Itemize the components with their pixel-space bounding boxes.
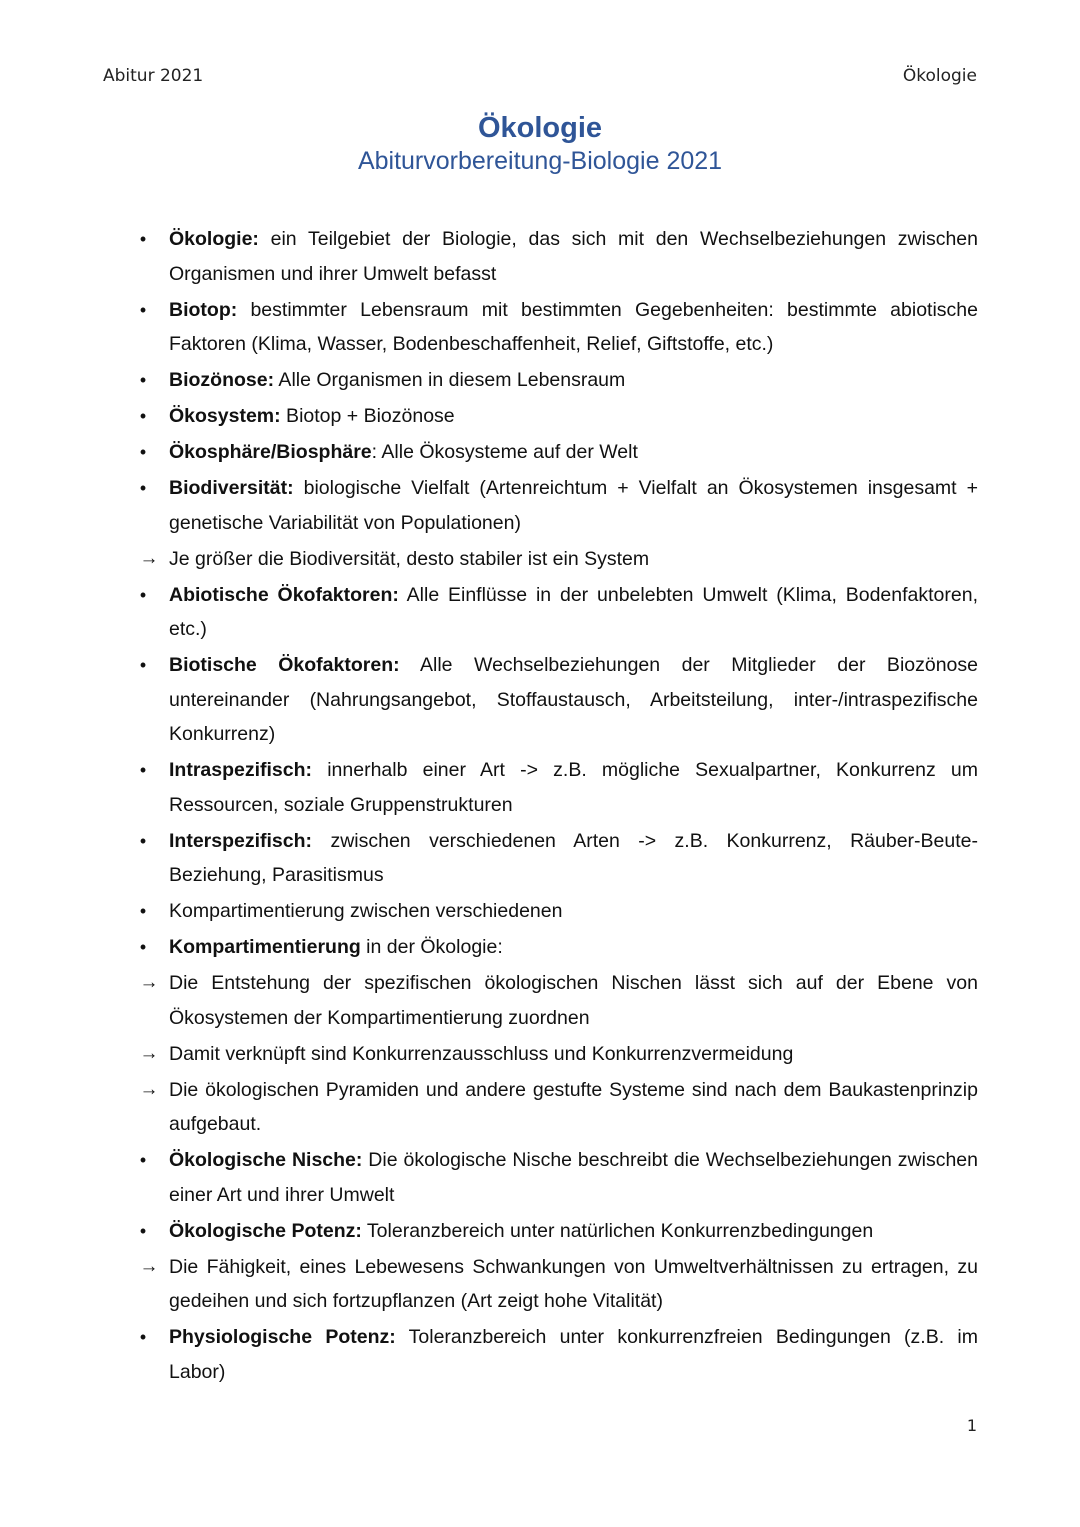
bullet-icon: •: [139, 760, 147, 780]
bullet-icon: •: [139, 655, 147, 675]
definition-term: Biozönose:: [169, 369, 275, 391]
definition-term: Ökosystem:: [169, 405, 281, 427]
definition-term: Biotop:: [169, 298, 238, 321]
bullet-list-item: [128, 399, 978, 434]
bullet-icon: •: [139, 1327, 147, 1347]
definition-text: bestimmter Lebensraum mit bestimmten Gegebenheiten: bestimmte abiotische Faktoren (Klima, Wasser, Bodenbeschaffenheit, Relief, Giftstoffe, etc.): [169, 298, 978, 355]
definition-text: Die ökologische Nische beschreibt die Wechselbeziehungen zwischen einer Art und ihrer Umwelt: [169, 1149, 978, 1206]
bullet-icon: •: [139, 1220, 147, 1241]
definition-text: Die Fähigkeit, eines Lebewesens Schwankungen von Umweltverhältnissen zu ertragen, zu gedeihen und sich fortzupflanzen (Art zeigt hohe Vitalität): [169, 1255, 978, 1312]
definition-term: Ökologische Potenz:: [169, 1219, 362, 1242]
arrow-icon: →: [139, 1255, 159, 1277]
bullet-icon: •: [139, 299, 147, 320]
definition-term: Physiologische Potenz:: [169, 1326, 396, 1348]
definition-text: Damit verknüpft sind Konkurrenzausschluss und Konkurrenzvermeidung: [169, 1042, 794, 1065]
document-title: Ökologie: [477, 112, 603, 144]
bullet-icon: •: [139, 442, 147, 462]
bullet-list-item: [128, 930, 978, 965]
definition-text: Biotop + Biozönose: [280, 405, 455, 427]
arrow-icon: →: [139, 1042, 159, 1064]
definition-term: Ökosphäre/Biosphäre: [169, 441, 372, 463]
bullet-icon: •: [139, 1150, 147, 1170]
bullet-icon: •: [139, 229, 147, 249]
definition-text: Alle Organismen in diesem Lebensraum: [274, 369, 626, 391]
page-number: 1: [966, 1416, 977, 1435]
bullet-list-item: [128, 1143, 978, 1212]
definition-term: Ökologie:: [169, 228, 259, 250]
bullet-icon: •: [139, 584, 147, 605]
definition-text: Je größer die Biodiversität, desto stabiler ist ein System: [169, 547, 650, 570]
bullet-list-item: [128, 1320, 978, 1389]
definition-text: innerhalb einer Art -> z.B. mögliche Sexualpartner, Konkurrenz um Ressourcen, soziale Gruppenstrukturen: [169, 759, 978, 816]
bullet-icon: •: [139, 937, 147, 957]
bullet-icon: •: [139, 830, 147, 851]
bullet-list-item: [128, 824, 978, 893]
bullet-icon: •: [139, 901, 147, 921]
arrow-icon: →: [139, 972, 159, 993]
document-subtitle: Abiturvorbereitung-Biologie 2021: [357, 147, 723, 175]
definition-text: Alle Einflüsse in der unbelebten Umwelt (Klima, Bodenfaktoren, etc.): [169, 583, 978, 640]
definition-list: [128, 222, 978, 1391]
definition-text: Toleranzbereich unter natürlichen Konkurrenzbedingungen: [361, 1219, 874, 1242]
definition-text: Die ökologischen Pyramiden und andere gestufte Systeme sind nach dem Baukastenprinzip aufgebaut.: [169, 1078, 978, 1135]
bullet-list-item: [128, 222, 978, 291]
definition-term: Kompartimentierung: [169, 936, 361, 958]
bullet-list-item: [128, 363, 978, 398]
bullet-list-item: [128, 435, 978, 470]
bullet-list-item: [128, 648, 978, 752]
definition-text: ein Teilgebiet der Biologie, das sich mit den Wechselbeziehungen zwischen Organismen und ihrer Umwelt befasst: [169, 228, 978, 285]
definition-text: Kompartimentierung zwischen verschiedenen: [169, 900, 563, 922]
arrow-list-item: [128, 1250, 978, 1319]
bullet-icon: •: [139, 406, 147, 426]
arrow-icon: →: [139, 1078, 159, 1100]
bullet-list-item: [128, 753, 978, 822]
definition-text: Die Entstehung der spezifischen ökologischen Nischen lässt sich auf der Ebene von Ökosystemen der Kompartimentierung zuordnen: [169, 972, 978, 1029]
definition-term: Ökologische Nische:: [169, 1149, 363, 1171]
definition-term: Biotische Ökofaktoren:: [169, 654, 400, 676]
definition-term: Abiotische Ökofaktoren:: [169, 583, 399, 606]
definition-text: zwischen verschiedenen Arten -> z.B. Konkurrenz, Räuber-Beute-Beziehung, Parasitismus: [169, 829, 978, 886]
definition-term: Biodiversität:: [169, 477, 294, 499]
header-left-text: Abitur 2021: [103, 66, 204, 86]
definition-text: Alle Wechselbeziehungen der Mitglieder der Biozönose untereinander (Nahrungsangebot, Stoffaustausch, Arbeitsteilung, inter-/intraspezifische Konkurrenz): [169, 654, 978, 745]
definition-text: Toleranzbereich unter konkurrenzfreien Bedingungen (z.B. im Labor): [169, 1326, 978, 1383]
bullet-list-item: [128, 471, 978, 540]
bullet-list-item: [128, 293, 978, 362]
arrow-list-item: [128, 1073, 978, 1142]
definition-term: Interspezifisch:: [169, 829, 313, 852]
definition-text: biologische Vielfalt (Artenreichtum + Vielfalt an Ökosystemen insgesamt + genetische Variabilität von Populationen): [169, 477, 978, 534]
arrow-icon: →: [139, 547, 159, 569]
bullet-list-item: [128, 894, 978, 929]
bullet-list-item: [128, 578, 978, 647]
arrow-list-item: [128, 542, 978, 577]
arrow-list-item: [128, 966, 978, 1035]
definition-term: Intraspezifisch:: [169, 759, 313, 781]
bullet-icon: •: [139, 478, 147, 498]
header-right-text: Ökologie: [902, 66, 977, 86]
bullet-list-item: [128, 1214, 978, 1249]
arrow-list-item: [128, 1037, 978, 1072]
definition-text: : Alle Ökosysteme auf der Welt: [371, 441, 638, 463]
bullet-icon: •: [139, 370, 147, 390]
definition-text: in der Ökologie:: [360, 936, 503, 958]
